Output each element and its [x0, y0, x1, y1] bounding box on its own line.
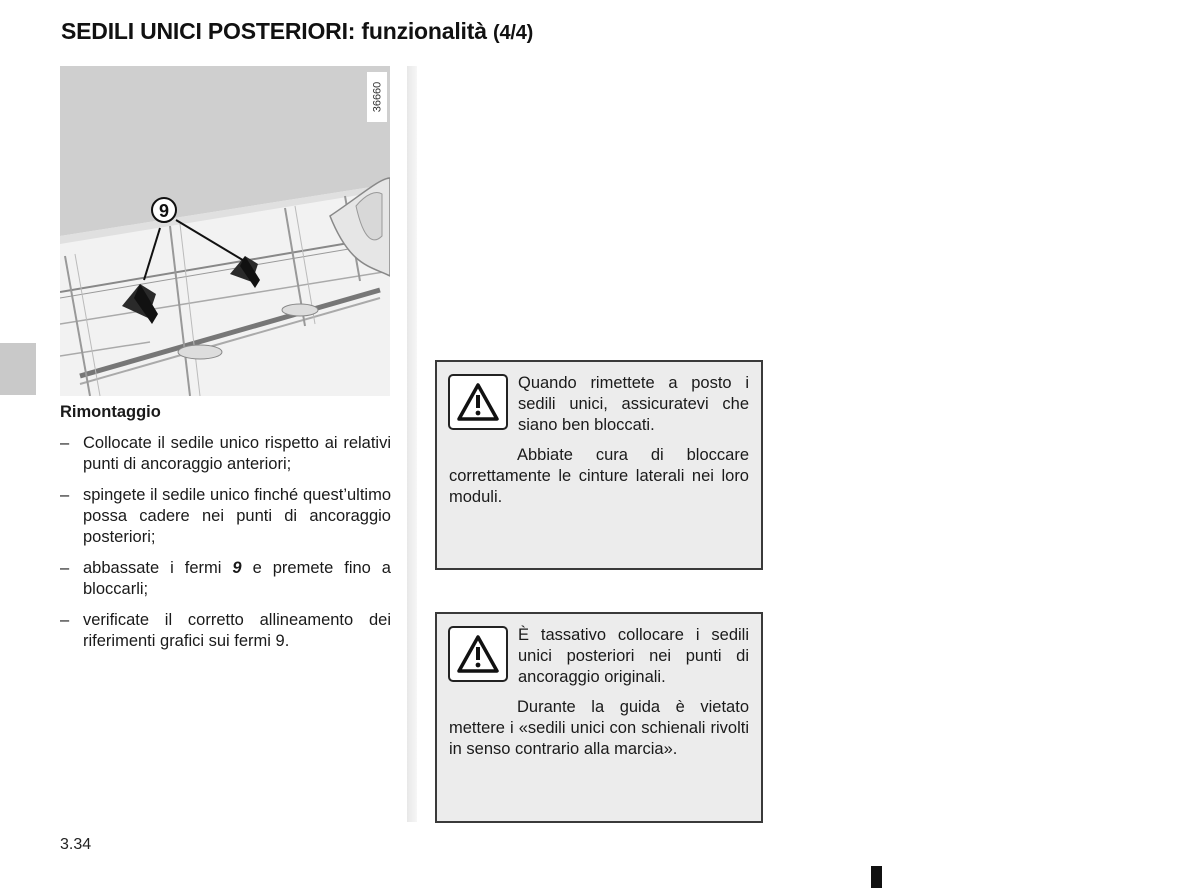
warning-box-locking	[435, 360, 763, 570]
list-item: – abbassate i fermi 9 e premete fino a bloccarli;	[60, 559, 391, 598]
warning-box-anchoring	[435, 612, 763, 823]
page-corner-mark	[871, 866, 882, 888]
latch-reference: 9	[232, 559, 242, 577]
steps-list	[60, 433, 391, 652]
page-title-suffix: (4/4)	[493, 22, 534, 44]
figure-reference-number: 36660	[367, 72, 387, 122]
warning-text: Abbiate cura di bloccare correttamente le cinture laterali nei loro moduli.	[449, 446, 749, 506]
list-item: – spingete il sedile unico finché quest’ultimo possa cadere nei punti di ancoraggio posteriori;	[60, 486, 391, 546]
column-divider	[407, 66, 417, 822]
seat-anchor-illustration	[60, 66, 390, 396]
warning-triangle-icon	[448, 374, 508, 430]
page-title	[61, 18, 533, 45]
rear-seat-anchor-illustration	[60, 66, 390, 396]
reassembly-section	[60, 402, 391, 662]
list-item: – verificate il corretto allineamento dei riferimenti grafici sui fermi 9.	[60, 611, 391, 650]
list-item: – Collocate il sedile unico rispetto ai relativi punti di ancoraggio anteriori;	[60, 434, 391, 473]
warning-triangle-icon	[448, 626, 508, 682]
warning-text: Quando rimettete a posto i sedili unici, assicuratevi che siano ben bloccati.	[518, 374, 749, 434]
figure-callout-label: 9	[158, 201, 170, 221]
section-heading: Rimontaggio	[60, 403, 161, 421]
page-number: 3.34	[60, 836, 92, 853]
warning-text: Durante la guida è vietato mettere i «sedili unici con schienali rivolti in senso contrario alla marcia».	[449, 698, 749, 758]
warning-text: È tassativo collocare i sedili unici posteriori nei punti di ancoraggio originali.	[518, 626, 749, 686]
page-title-text: SEDILI UNICI POSTERIORI: funzionalità	[61, 18, 487, 44]
chapter-side-tab	[0, 343, 36, 395]
